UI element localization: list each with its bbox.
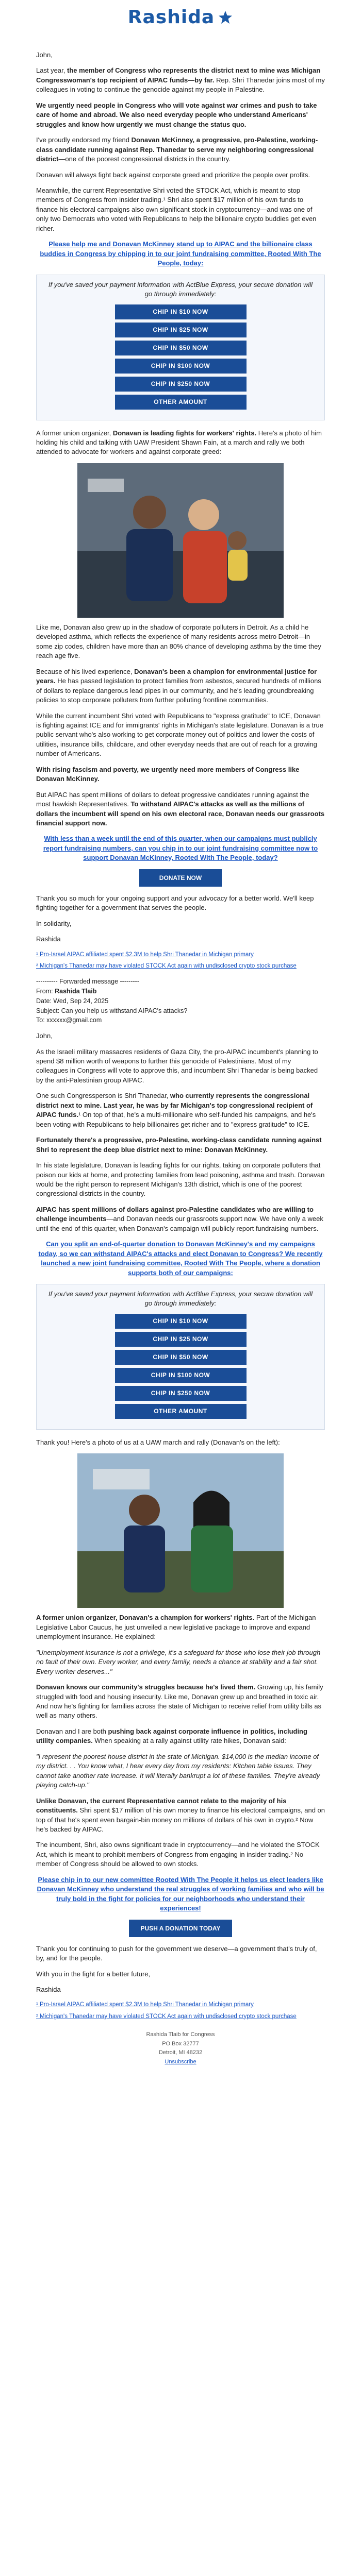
chip-in-10-button[interactable]: CHIP IN $10 NOW xyxy=(115,1314,247,1329)
paragraph: A former union organizer, Donavan is leading fights for workers' rights. Here's a photo of him holding his child and talking with UAW President Shawn Fain, at a march and rally we both attended to advocate for workers and against corporate greed: xyxy=(36,429,322,456)
paragraph: Because of his lived experience, Donavan's been a champion for environmental justice for years. He has passed legislation to protect families from asbestos, secured hundreds of millions of dollars to replace dangerous lead pipes in our community, and he's leading groundbreaking policies to stop corporate polluters from further polluting frontline communities. xyxy=(36,667,321,704)
footnote-link[interactable]: ² Michigan's Thanedar may have violated STOCK Act again with undisclosed crypto stock purchase xyxy=(36,962,297,969)
quote: "Unemployment insurance is not a privilege, it's a safeguard for those who lose their job through no fault of their own. Every worker, and every family, needs a chance at stability and a fair shot. Every worker deserves..." xyxy=(36,1648,321,1675)
paragraph: Unlike Donavan, the current Representative cannot relate to the majority of his constituents. Shri spent $17 million of his own money to finance his electoral campaigns, and on top of that he's spent even bargain-bin money on millions of dollars of his own in crypto.² Now he's backed by AIPAC. xyxy=(36,1797,325,1833)
signature: Rashida xyxy=(36,1985,61,1993)
chip-in-250-button[interactable]: CHIP IN $250 NOW xyxy=(115,377,247,392)
rally-photo-2 xyxy=(77,1453,284,1608)
chip-in-10-button[interactable]: CHIP IN $10 NOW xyxy=(115,304,247,319)
cta-link[interactable]: Can you split an end-of-quarter donation to Donavan McKinney's and my campaigns today, so we can withstand AIPAC's attacks and elect Donavan to Congress? We recently launched a new joint fundraising committee, Rooted With The People, where a donation supports both of our campaigns: xyxy=(38,1240,323,1277)
paragraph: Meanwhile, the current Representative Shri voted the STOCK Act, which is meant to stop members of Congress from insider trading.¹ Shri also spent $17 million of his own funds to finance his electoral campaigns also own significant stock in cryptocurrency—and was one of only two Democrats who voted with Republicans to help the billionaire crypto buddies get even richer. xyxy=(36,186,317,232)
chip-in-50-button[interactable]: CHIP IN $50 NOW xyxy=(115,1350,247,1365)
footer-address: PO Box 32777 xyxy=(162,2040,199,2047)
paragraph: We urgently need people in Congress who will vote against war crimes and push to take care of home and abroad. We also need everyday people who understand Americans' struggles and know how urgently we must change the status quo. xyxy=(36,101,317,128)
paragraph: Last year, the member of Congress who represents the district next to mine was Michigan Congresswoman's top recipient of AIPAC funds—by far. Rep. Shri Thanedar joins most of my colleagues in voting to continue the genocide against my people in Palestine. xyxy=(36,66,325,94)
chip-in-50-button[interactable]: CHIP IN $50 NOW xyxy=(115,341,247,355)
chip-in-100-button[interactable]: CHIP IN $100 NOW xyxy=(115,1368,247,1383)
paragraph: With rising fascism and poverty, we urgently need more members of Congress like Donavan McKinney. xyxy=(36,765,300,783)
signoff: With you in the fight for a better future, xyxy=(36,1970,151,1978)
footnote-link[interactable]: ¹ Pro-Israel AIPAC affiliated spent $2.3M to help Shri Thanedar in Michigan primary xyxy=(36,2002,254,2008)
email-footer xyxy=(0,2024,361,2076)
paragraph: But AIPAC has spent millions of dollars to defeat progressive candidates running against the most hawkish Representatives. To withstand AIPAC's attacks as well as the millions of dollars the incumbent will spend on his own electoral race, Donavan needs our grassroots financial support now. xyxy=(36,790,325,827)
push-donation-button[interactable]: PUSH A DONATION TODAY xyxy=(129,1920,232,1937)
other-amount-button[interactable]: OTHER AMOUNT xyxy=(115,395,247,410)
paragraph: The incumbent, Shri, also owns significant trade in cryptocurrency—and he violated the STOCK Act, which is meant to prohibit members of Congress from engaging in insider trading.² No member of Congress should be allowed to own stocks. xyxy=(36,1841,320,1868)
signature: Rashida xyxy=(36,935,61,943)
rally-photo-1 xyxy=(77,463,284,618)
unsubscribe-link[interactable]: Unsubscribe xyxy=(165,2058,196,2065)
signoff: In solidarity, xyxy=(36,919,72,927)
donate-box xyxy=(36,1284,325,1430)
footnote-link[interactable]: ² Michigan's Thanedar may have violated STOCK Act again with undisclosed crypto stock purchase xyxy=(36,2013,297,2020)
footer-org: Rashida Tlaib for Congress xyxy=(146,2031,215,2038)
paragraph: In his state legislature, Donavan is leading fights for our rights, taking on corporate polluters that poison our kids at home, and protecting families from lead poisoning, asthma and trash. Donavan would be the right person to represent Michigan's 13th district, which is one of the poorest congressional districts in the country. xyxy=(36,1161,325,1198)
cta-link[interactable]: Please chip in to our new committee Rooted With The People it helps us elect leaders like Donavan McKinney who understand the real struggles of working families and who will be truly bold in the fight for policies for our neighborhoods who understand their experiences! xyxy=(37,1875,324,1912)
paragraph: Thank you for continuing to push for the government we deserve—a government that's truly of, by, and for the people. xyxy=(36,1944,317,1962)
donate-intro: If you've saved your payment information with ActBlue Express, your secure donation will go through immediately: xyxy=(48,280,313,298)
paragraph: Like me, Donavan also grew up in the shadow of corporate polluters in Detroit. As a child he developed asthma, which reflects the experience of many residents across metro Detroit—in some zip codes, children have more than an 80% chance of developing asthma by the time they reach age five. xyxy=(36,623,321,660)
paragraph: Fortunately there's a progressive, pro-Palestine, working-class candidate running against Shri to represent the deep blue district next to mine: Donavan McKinney. xyxy=(36,1136,322,1154)
paragraph: Donavan and I are both pushing back against corporate influence in politics, including utility companies. When speaking at a rally against utility rate hikes, Donavan said: xyxy=(36,1727,307,1745)
email-body xyxy=(36,46,325,2021)
paragraph: Donavan will always fight back against corporate greed and prioritize the people over profits. xyxy=(36,171,310,179)
forwarded-header: ---------- Forwarded message --------- From: Rashida Tlaib Date: Wed, Sep 24, 2025 Subject: Can you help us withstand AIPAC's attacks? To: xxxxxx@gmail.com xyxy=(36,978,188,1024)
star-icon xyxy=(218,10,233,25)
donate-box xyxy=(36,275,325,420)
logo-text: Rashida xyxy=(127,7,215,28)
paragraph: While the current incumbent Shri voted with Republicans to "express gratitude" to ICE, Donavan is fighting against ICE and for immigrants' rights in Michigan's state legislature. Donavan is a true public servant who's also working to get corporate money out of politics and lower the costs of utilities, insurance bills, childcare, and other everyday needs that are out of reach for a growing number of Americans. xyxy=(36,711,324,758)
quote: "I represent the poorest house district in the state of Michigan. $14,000 is the median income of my district. . . You know what, I hear every day from my residents: Kitchen table issues. They cannot take another rate increase. It will literally bankrupt a lot of these families. They're already playing catch-up." xyxy=(36,1752,320,1789)
chip-in-250-button[interactable]: CHIP IN $250 NOW xyxy=(115,1386,247,1401)
footer-city: Detroit, MI 48232 xyxy=(158,2049,203,2056)
paragraph: Thank you! Here's a photo of us at a UAW march and rally (Donavan's on the left): xyxy=(36,1438,280,1446)
greeting: John, xyxy=(36,1032,53,1040)
paragraph: Thank you so much for your ongoing support and your advocacy for a better world. We'll keep fighting together for a government that serves the people. xyxy=(36,894,314,912)
footnotes xyxy=(36,951,325,971)
footnotes xyxy=(36,2001,325,2021)
paragraph: Donavan knows our community's struggles because he's lived them. Growing up, his family struggled with food and housing insecurity. Like me, Donavan grew up and breathed in toxic air. And now he's fighting for families across the state of Michigan to receive relief from utility bills as well as many others. xyxy=(36,1683,323,1720)
chip-in-25-button[interactable]: CHIP IN $25 NOW xyxy=(115,323,247,337)
logo xyxy=(128,4,233,30)
cta-link[interactable]: Please help me and Donavan McKinney stand up to AIPAC and the billionaire class buddies in Congress by chipping in to our joint fundraising committee, Rooted With The People, today: xyxy=(40,240,321,267)
paragraph: AIPAC has spent millions of dollars against pro-Palestine candidates who are willing to challenge incumbents—and Donavan needs our grassroots support now. We have only a week until the end of this quarter, when Donavan's campaign will publicly report fundraising numbers. xyxy=(36,1205,323,1232)
email-header xyxy=(0,0,361,46)
paragraph: As the Israeli military massacres residents of Gaza City, the pro-AIPAC incumbent's planning to spend $8 million worth of weapons to further this genocide of Palestinians. Most of my colleagues in Congress will vote to approve this, and incumbent Shri Thanedar is being backed by the anti-Palestinian group AIPAC. xyxy=(36,1047,318,1084)
other-amount-button[interactable]: OTHER AMOUNT xyxy=(115,1404,247,1419)
chip-in-100-button[interactable]: CHIP IN $100 NOW xyxy=(115,359,247,374)
greeting: John, xyxy=(36,51,53,59)
paragraph: A former union organizer, Donavan's a champion for workers' rights. Part of the Michigan Legislative Labor Caucus, he just unveiled a new legislative package to improve and expand unemployment insurance. He explained: xyxy=(36,1614,316,1641)
paragraph: I've proudly endorsed my friend Donavan McKinney, a progressive, pro-Palestine, working-class candidate running against Rep. Thanedar to serve my neighboring congressional district—one of the poorest congressional districts in the country. xyxy=(36,136,318,163)
cta-link[interactable]: With less than a week until the end of this quarter, when our campaigns must publicly report fundraising numbers, can you chip in to our joint fundraising committee now to support Donavan McKinney, Rooted With The People, today? xyxy=(43,835,318,862)
footnote-link[interactable]: ¹ Pro-Israel AIPAC affiliated spent $2.3M to help Shri Thanedar in Michigan primary xyxy=(36,951,254,958)
chip-in-25-button[interactable]: CHIP IN $25 NOW xyxy=(115,1332,247,1347)
donate-now-button[interactable]: DONATE NOW xyxy=(139,869,222,887)
donate-intro: If you've saved your payment information with ActBlue Express, your secure donation will go through immediately: xyxy=(48,1290,313,1308)
paragraph: One such Congressperson is Shri Thanedar, who currently represents the congressional district next to mine. Last year, he was by far Michigan's top congressional recipient of AIPAC funds.¹ On top of that, he's a multi-millionaire who self-funded his campaigns, and he's been voting with Republicans to help billionaires get richer and to "express gratitude" to ICE. xyxy=(36,1092,316,1128)
